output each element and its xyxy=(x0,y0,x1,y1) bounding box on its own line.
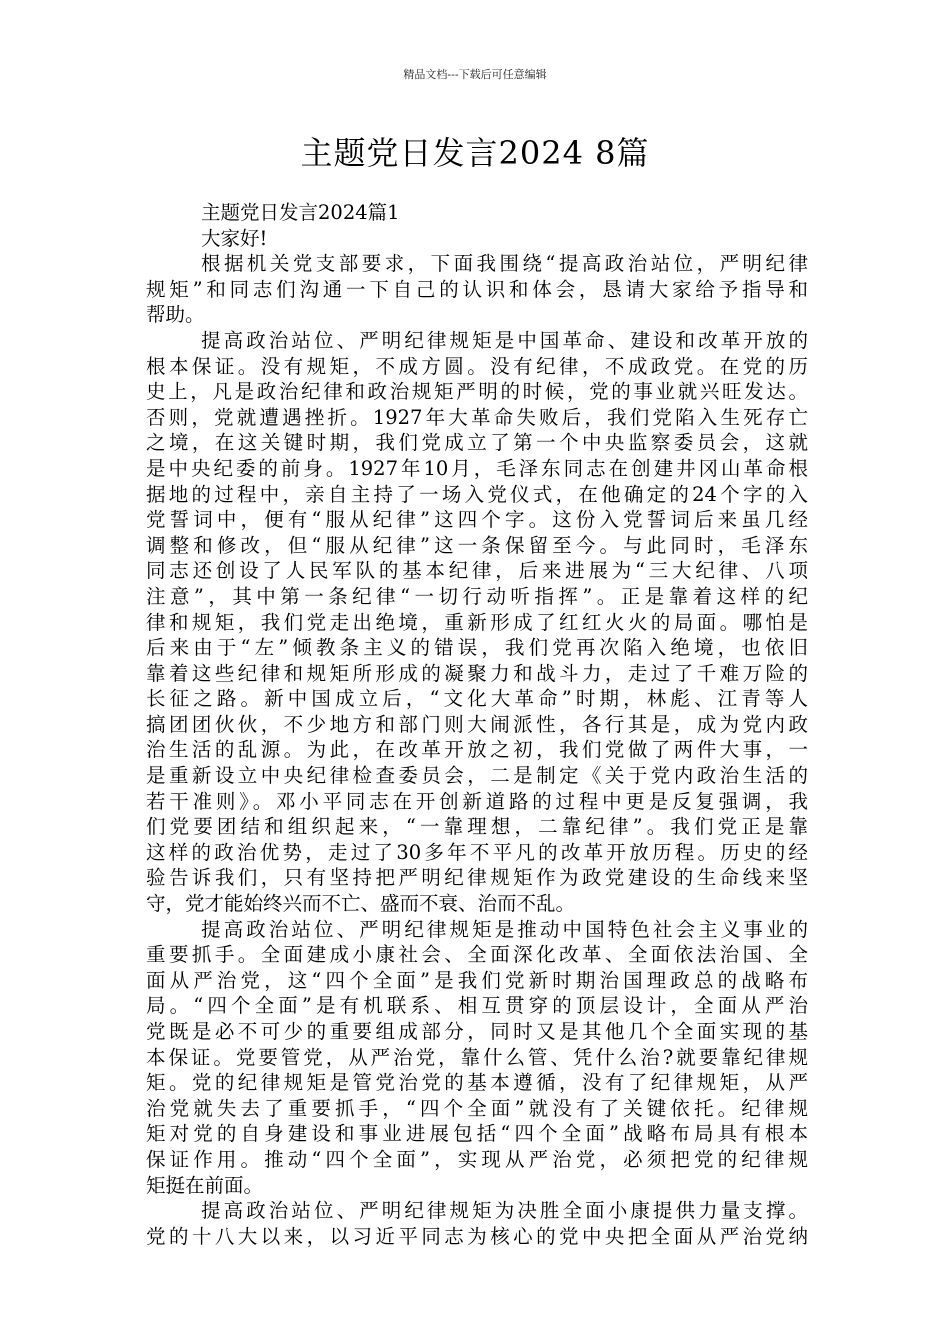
text-line: 验告诉我们，只有坚持把严明纪律规矩作为政党建设的生命线来坚 xyxy=(146,866,808,890)
text-line: 主题党日发言2024篇1 xyxy=(201,201,400,224)
text-line: 据地的过程中，亲自主持了一场入党仪式，在他确定的24个字的入 xyxy=(146,482,808,506)
text-line: 提高政治站位、严明纪律规矩为决胜全面小康提供力量支撑。 xyxy=(201,1199,808,1223)
text-line: 局。“四个全面”是有机联系、相互贯穿的顶层设计，全面从严治 xyxy=(146,994,808,1018)
text-line: 否则，党就遭遇挫折。1927年大革命失败后，我们党陷入生死存亡 xyxy=(146,405,808,429)
text-line: 是中央纪委的前身。1927年10月，毛泽东同志在创建井冈山革命根 xyxy=(146,456,808,480)
text-line: 重要抓手。全面建成小康社会、全面深化改革、全面依法治国、全 xyxy=(146,943,808,967)
text-line: 保证作用。推动“四个全面”，实现从严治党，必须把党的纪律规 xyxy=(146,1147,808,1171)
text-line: 根本保证。没有规矩，不成方圆。没有纪律，不成政党。在党的历 xyxy=(146,354,808,378)
text-line: 后来由于“左”倾教条主义的错误，我们党再次陷入绝境，也依旧 xyxy=(146,636,808,660)
text-line: 调整和修改，但“服从纪律”这一条保留至今。与此同时，毛泽东 xyxy=(146,533,808,557)
text-line: 党誓词中，便有“服从纪律”这四个字。这份入党誓词后来虽几经 xyxy=(146,508,808,532)
text-line: 根据机关党支部要求，下面我围绕“提高政治站位，严明纪律 xyxy=(201,252,808,276)
text-line: 帮助。 xyxy=(146,303,205,327)
text-line: 律和规矩，我们党走出绝境，重新形成了红红火火的局面。哪怕是 xyxy=(146,610,808,634)
text-line: 守，党才能始终兴而不亡、盛而不衰、治而不乱。 xyxy=(146,892,576,916)
text-line: 同志还创设了人民军队的基本纪律，后来进展为“三大纪律、八项 xyxy=(146,559,808,583)
text-line: 提高政治站位、严明纪律规矩是中国革命、建设和改革开放的 xyxy=(201,328,808,352)
document-body xyxy=(146,200,808,1249)
text-line: 之境，在这关键时期，我们党成立了第一个中央监察委员会，这就 xyxy=(146,431,808,455)
text-line: 矩对党的自身建设和事业进展包括“四个全面”战略布局具有根本 xyxy=(146,1122,808,1146)
text-line: 靠着这些纪律和规矩所形成的凝聚力和战斗力，走过了千难万险的 xyxy=(146,661,808,685)
text-line: 面从严治党，这“四个全面”是我们党新时期治国理政总的战略布 xyxy=(146,968,808,992)
text-line: 这样的政治优势，走过了30多年不平凡的改革开放历程。历史的经 xyxy=(146,840,808,864)
text-line: 提高政治站位、严明纪律规矩是推动中国特色社会主义事业的 xyxy=(201,917,808,941)
text-line: 大家好! xyxy=(201,226,268,250)
text-line: 长征之路。新中国成立后，“文化大革命”时期，林彪、江青等人 xyxy=(146,687,808,711)
text-line: 搞团团伙伙，不少地方和部门则大闹派性，各行其是，成为党内政 xyxy=(146,712,808,736)
text-line: 是重新设立中央纪律检查委员会，二是制定《关于党内政治生活的 xyxy=(146,764,808,788)
text-line: 治生活的乱源。为此，在改革开放之初，我们党做了两件大事，一 xyxy=(146,738,808,762)
text-line: 若干准则》。邓小平同志在开创新道路的过程中更是反复强调，我 xyxy=(146,789,808,813)
text-line: 矩。党的纪律规矩是管党治党的基本遵循，没有了纪律规矩，从严 xyxy=(146,1071,808,1095)
text-line: 本保证。党要管党，从严治党，靠什么管、凭什么治?就要靠纪律规 xyxy=(146,1045,808,1069)
text-line: 党的十八大以来，以习近平同志为核心的党中央把全面从严治党纳 xyxy=(146,1224,808,1248)
text-line: 们党要团结和组织起来，“一靠理想，二靠纪律”。我们党正是靠 xyxy=(146,815,808,839)
document-title: 主题党日发言2024 8篇 xyxy=(300,134,650,172)
text-line: 党既是必不可少的重要组成部分，同时又是其他几个全面实现的基 xyxy=(146,1020,808,1043)
text-line: 史上，凡是政治纪律和政治规矩严明的时候，党的事业就兴旺发达。 xyxy=(146,380,808,404)
text-line: 注意”，其中第一条纪律“一切行动听指挥”。正是靠着这样的纪 xyxy=(146,584,808,608)
text-line: 矩挺在前面。 xyxy=(146,1173,264,1197)
page-header: 精品文档---下载后可任意编辑 xyxy=(403,68,547,81)
text-line: 规矩”和同志们沟通一下自己的认识和体会，恳请大家给予指导和 xyxy=(146,277,808,301)
text-line: 治党就失去了重要抓手，“四个全面”就没有了关键依托。纪律规 xyxy=(146,1096,808,1120)
